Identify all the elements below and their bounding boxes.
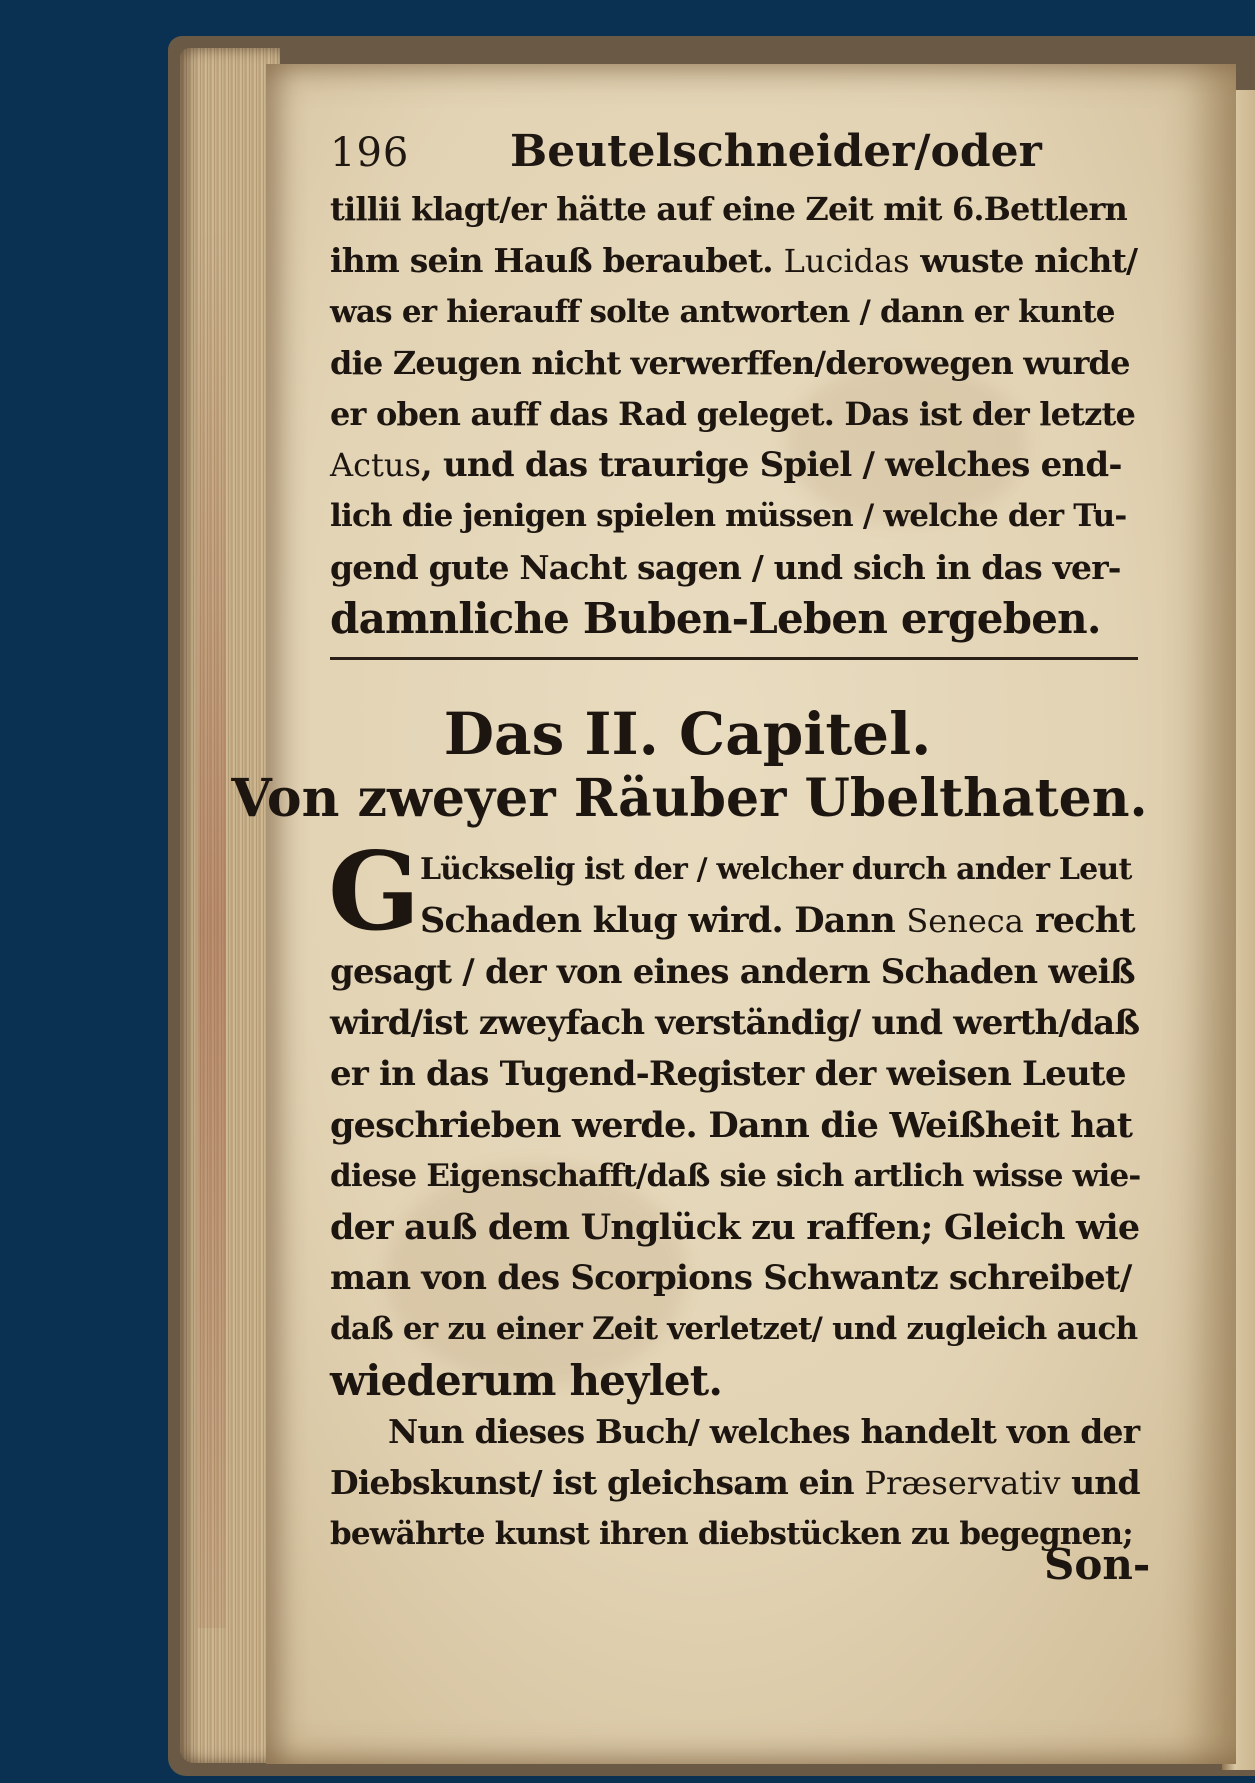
text-line: Nun dieses Buch/ welches handelt von der <box>388 1412 1140 1451</box>
text-line: der auß dem Unglück zu raffen; Gleich wie <box>330 1207 1140 1248</box>
text-line: tillii klagt/er hätte auf eine Zeit mit 6.Bettlern <box>330 190 1127 228</box>
top-paragraph <box>330 184 1140 644</box>
catchword: Son- <box>1044 1540 1151 1589</box>
text-line: geschrieben werde. Dann die Weißheit hat <box>330 1105 1133 1146</box>
drop-cap: G <box>328 829 421 955</box>
text-line: wiederum heylet. <box>330 1356 723 1405</box>
chapter-subtitle: Von zweyer Räuber Ubelthaten. <box>231 768 1148 829</box>
text-line: wird/ist zweyfach verständig/ und werth/daß <box>330 1003 1140 1043</box>
text-line: Lückselig ist der / welcher durch ander Leut <box>420 852 1132 887</box>
text-line: Diebskunst/ ist gleichsam ein Præservativ und <box>330 1463 1140 1502</box>
page-edges <box>180 48 280 1763</box>
page-header <box>330 126 1042 182</box>
text-line: Actus, und das traurige Spiel / welches end- <box>330 445 1122 485</box>
chapter-body <box>330 844 1140 1560</box>
section-divider <box>330 657 1138 660</box>
text-line: man von des Scorpions Schwantz schreibet/ <box>330 1258 1132 1298</box>
text-line: bewährte kunst ihren diebstücken zu begegnen; <box>330 1516 1133 1552</box>
text-line: Schaden klug wird. Dann Seneca recht <box>420 900 1135 941</box>
chapter-title: Das II. Capitel. <box>443 700 932 768</box>
text-line: was er hierauff solte antworten / dann er kunte <box>330 294 1115 330</box>
text-line: gesagt / der von eines andern Schaden weiß <box>330 952 1135 992</box>
text-line: die Zeugen nicht verwerffen/derowegen wurde <box>330 344 1130 382</box>
text-line: er in das Tugend-Register der weisen Leute <box>330 1054 1126 1094</box>
text-line: lich die jenigen spielen müssen / welche der Tu- <box>330 498 1127 534</box>
text-line: diese Eigenschafft/daß sie sich artlich wisse wie- <box>330 1158 1141 1194</box>
text-line: gend gute Nacht sagen / und sich in das ver- <box>330 548 1121 587</box>
page-number: 196 <box>330 130 410 176</box>
text-line: daß er zu einer Zeit verletzet/ und zugleich auch <box>330 1311 1138 1347</box>
running-head: Beutelschneider/oder <box>510 126 1042 177</box>
text-line: damnliche Buben-Leben ergeben. <box>330 594 1101 643</box>
text-line: ihm sein Hauß beraubet. Lucidas wuste nicht/ <box>330 241 1138 280</box>
text-line: er oben auff das Rad geleget. Das ist der letzte <box>330 395 1136 433</box>
